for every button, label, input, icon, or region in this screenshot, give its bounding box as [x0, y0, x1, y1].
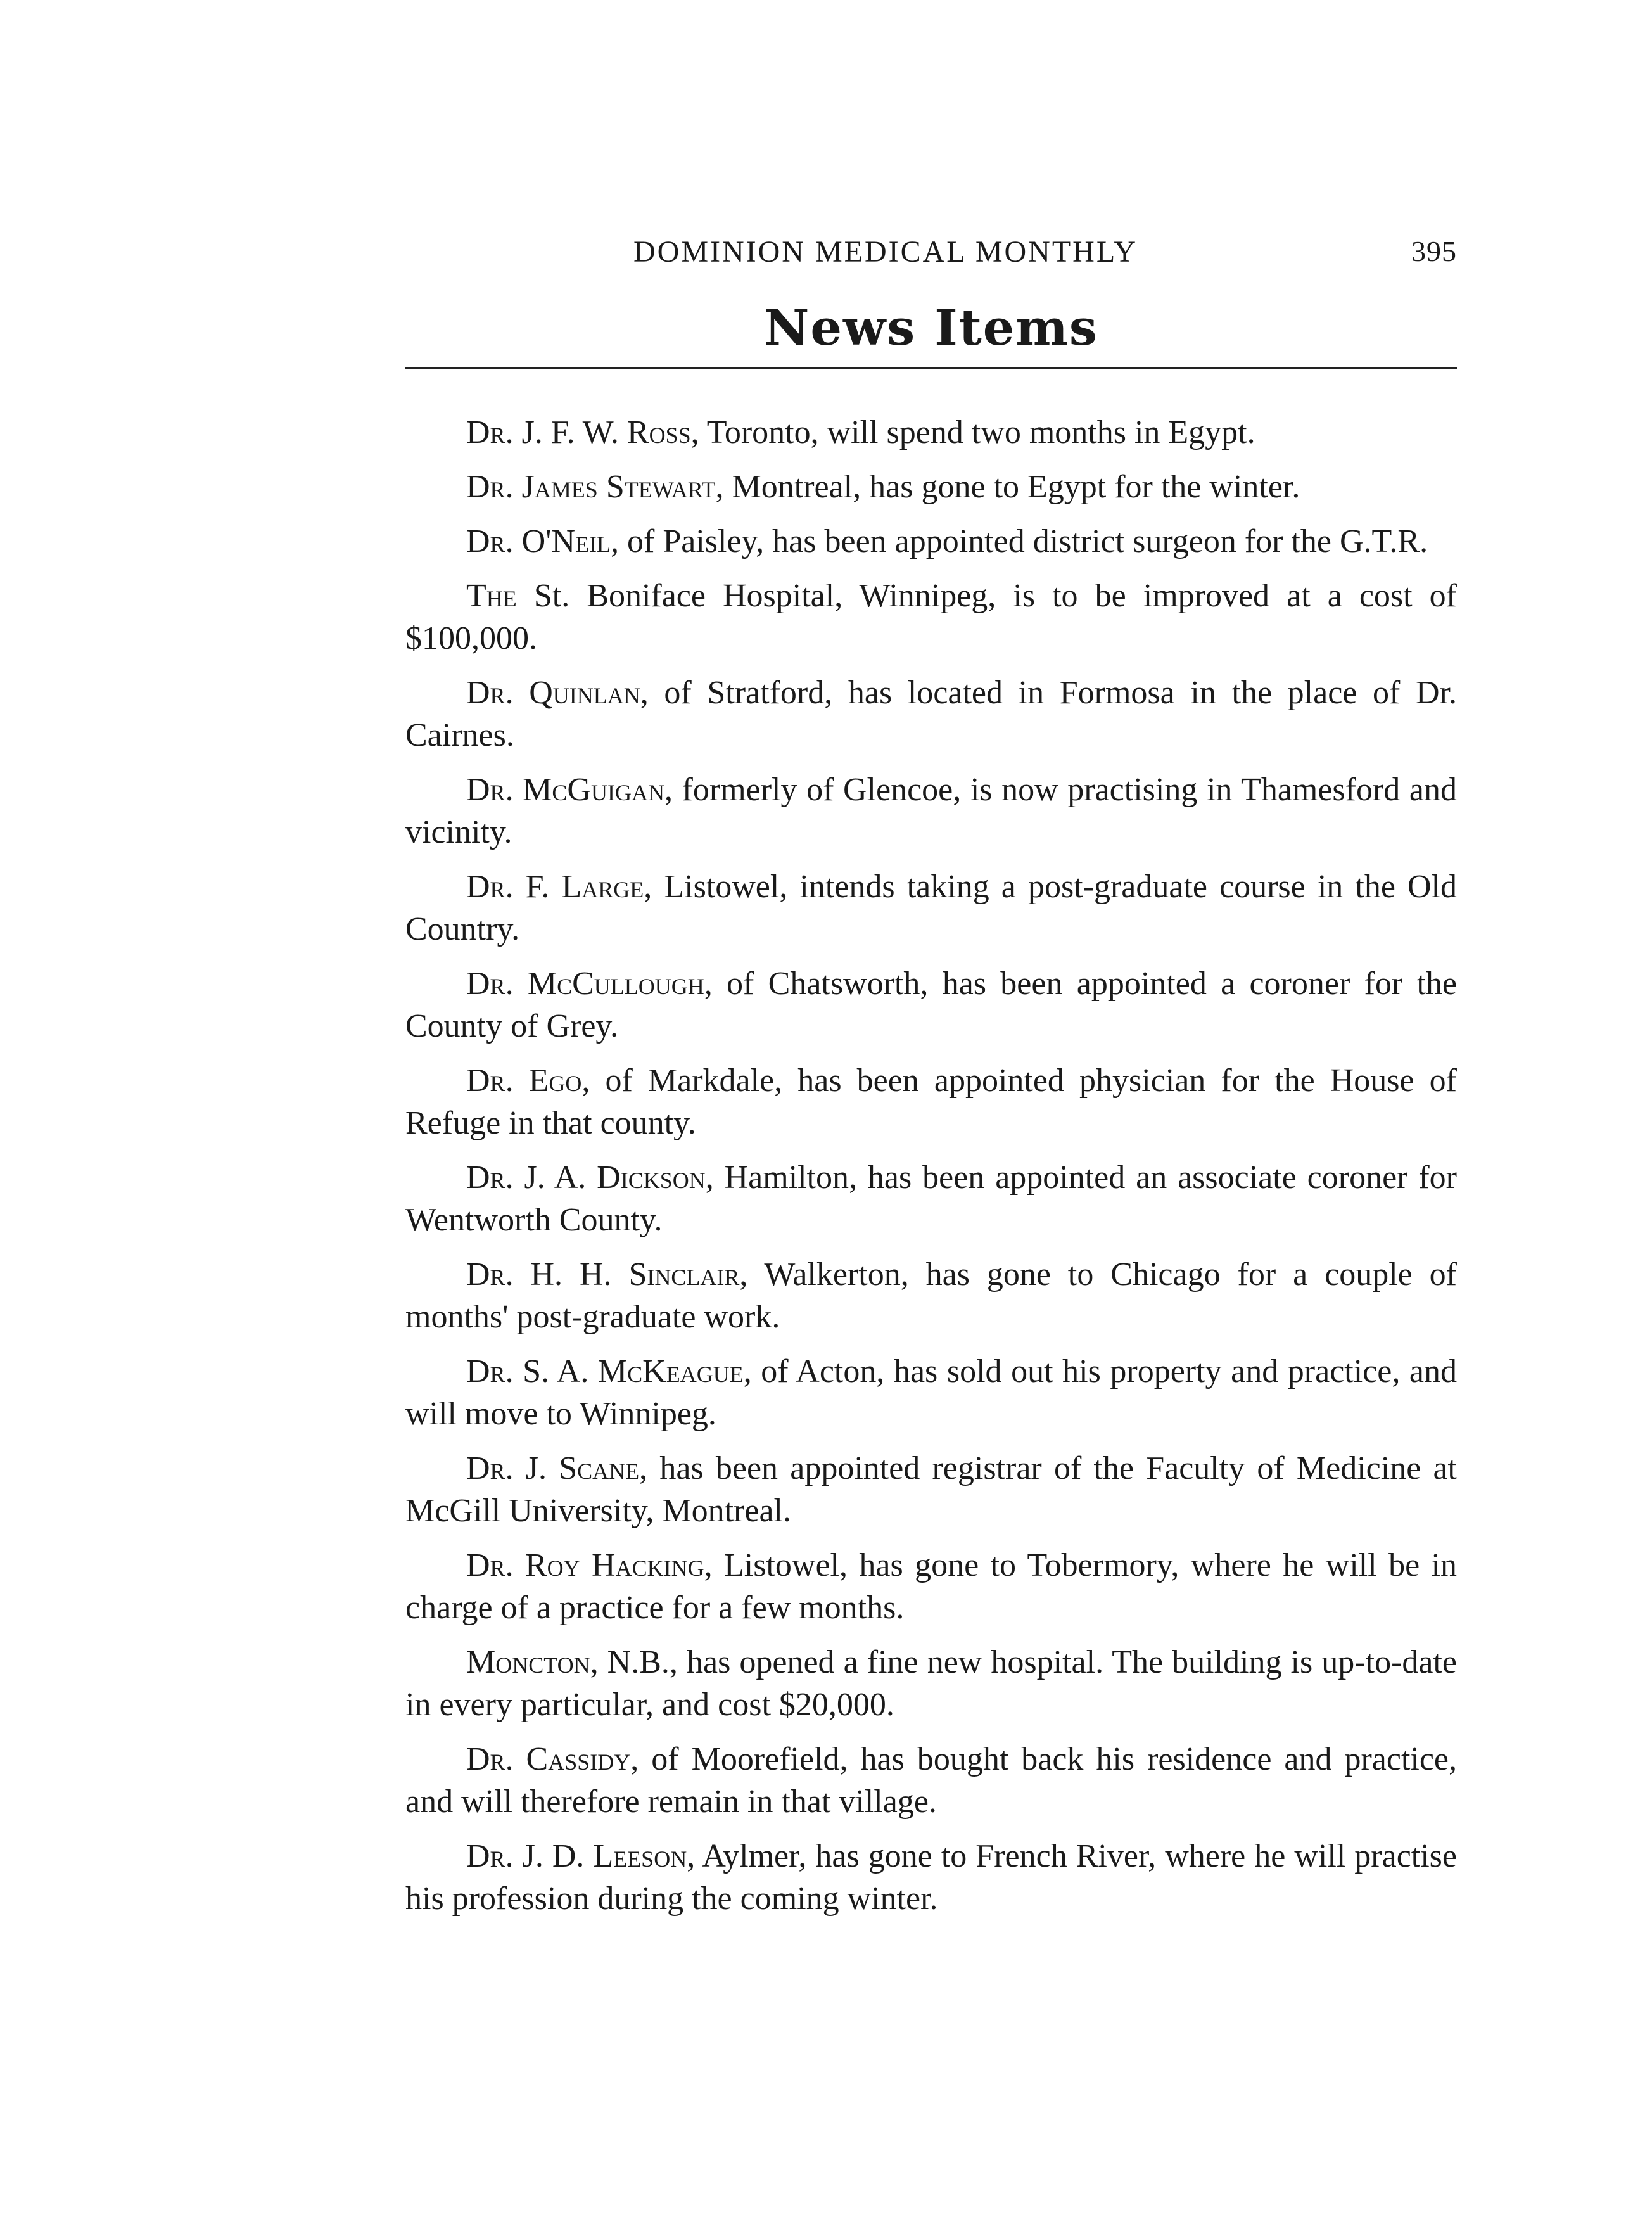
news-item — [405, 1835, 1457, 1920]
item-name: The — [466, 578, 517, 614]
item-name: Dr. O'Neil — [466, 523, 611, 559]
item-name: Dr. Ego — [466, 1063, 582, 1099]
item-text: , of Moorefield, has bought back his residence and practice, and will therefore remain in that village. — [405, 1741, 1458, 1820]
item-text: St. Boniface Hospital, Winnipeg, is to be improved at a cost of $100,000. — [405, 578, 1457, 656]
news-item — [405, 575, 1457, 660]
item-text: , of Paisley, has been appointed district surgeon for the G.T.R. — [611, 523, 1428, 559]
running-head — [405, 234, 1457, 279]
item-name: Dr. Roy Hacking — [466, 1547, 704, 1583]
item-text: , Aylmer, has gone to French River, where he will practise his profession during the coming winter. — [405, 1838, 1457, 1917]
item-name: Dr. Cassidy — [466, 1741, 631, 1777]
page-number: 395 — [1411, 235, 1457, 267]
item-name: Dr. James Stewart — [466, 469, 716, 505]
news-item — [405, 672, 1457, 757]
journal-page — [405, 234, 1457, 1932]
item-name: Dr. McCullough — [466, 966, 704, 1002]
item-name: Dr. F. Large — [466, 869, 644, 905]
news-item — [405, 1641, 1457, 1726]
news-item — [405, 1253, 1457, 1338]
item-name: Dr. Quinlan — [466, 675, 640, 711]
news-item — [405, 1738, 1457, 1823]
item-text: , of Stratford, has located in Formosa in the place of Dr. Cairnes. — [405, 675, 1457, 753]
news-item — [405, 1156, 1457, 1241]
item-name: Dr. J. Scane — [466, 1450, 640, 1486]
item-text: , of Markdale, has been appointed physician for the House of Refuge in that county. — [405, 1063, 1457, 1141]
item-text: , Listowel, has gone to Tobermory, where he will be in charge of a practice for a few months. — [405, 1547, 1457, 1626]
item-text: , has been appointed registrar of the Faculty of Medicine at McGill University, Montreal. — [405, 1450, 1458, 1529]
news-item — [405, 411, 1457, 454]
item-name: Dr. J. D. Leeson — [466, 1838, 687, 1874]
item-text: , Montreal, has gone to Egypt for the winter. — [715, 469, 1300, 505]
news-item — [405, 962, 1457, 1047]
news-item — [405, 1544, 1457, 1629]
item-name: Moncton — [466, 1644, 590, 1680]
news-item — [405, 1350, 1457, 1435]
section-title: News Items — [764, 299, 1098, 357]
news-item — [405, 866, 1457, 950]
news-item — [405, 1447, 1457, 1532]
item-text: , of Chatsworth, has been appointed a coroner for the County of Grey. — [405, 966, 1457, 1044]
news-item — [405, 769, 1457, 853]
item-name: Dr. McGuigan — [466, 772, 664, 808]
title-rule — [405, 367, 1457, 369]
running-title: DOMINION MEDICAL MONTHLY — [633, 235, 1138, 269]
news-item — [405, 520, 1457, 563]
item-text: , Walkerton, has gone to Chicago for a couple of months' post-graduate work. — [405, 1256, 1457, 1335]
item-name: Dr. H. H. Sinclair — [466, 1256, 740, 1293]
item-name: Dr. S. A. McKeague — [466, 1353, 744, 1390]
item-text: , N.B., has opened a fine new hospital. The building is up-to-date in every particular, and cost $20,000. — [405, 1644, 1457, 1723]
news-items-list — [405, 411, 1457, 1920]
item-text: , Listowel, intends taking a post-graduate course in the Old Country. — [405, 869, 1457, 947]
item-name: Dr. J. F. W. Ross — [466, 414, 691, 450]
news-item — [405, 1059, 1457, 1144]
item-name: Dr. J. A. Dickson — [466, 1160, 706, 1196]
news-item — [405, 466, 1457, 508]
item-text: , formerly of Glencoe, is now practising in Thamesford and vicinity. — [405, 772, 1457, 850]
item-text: , Toronto, will spend two months in Egypt. — [690, 414, 1255, 450]
item-text: , of Acton, has sold out his property and practice, and will move to Winnipeg. — [405, 1353, 1457, 1432]
item-text: , Hamilton, has been appointed an associate coroner for Wentworth County. — [405, 1160, 1457, 1238]
